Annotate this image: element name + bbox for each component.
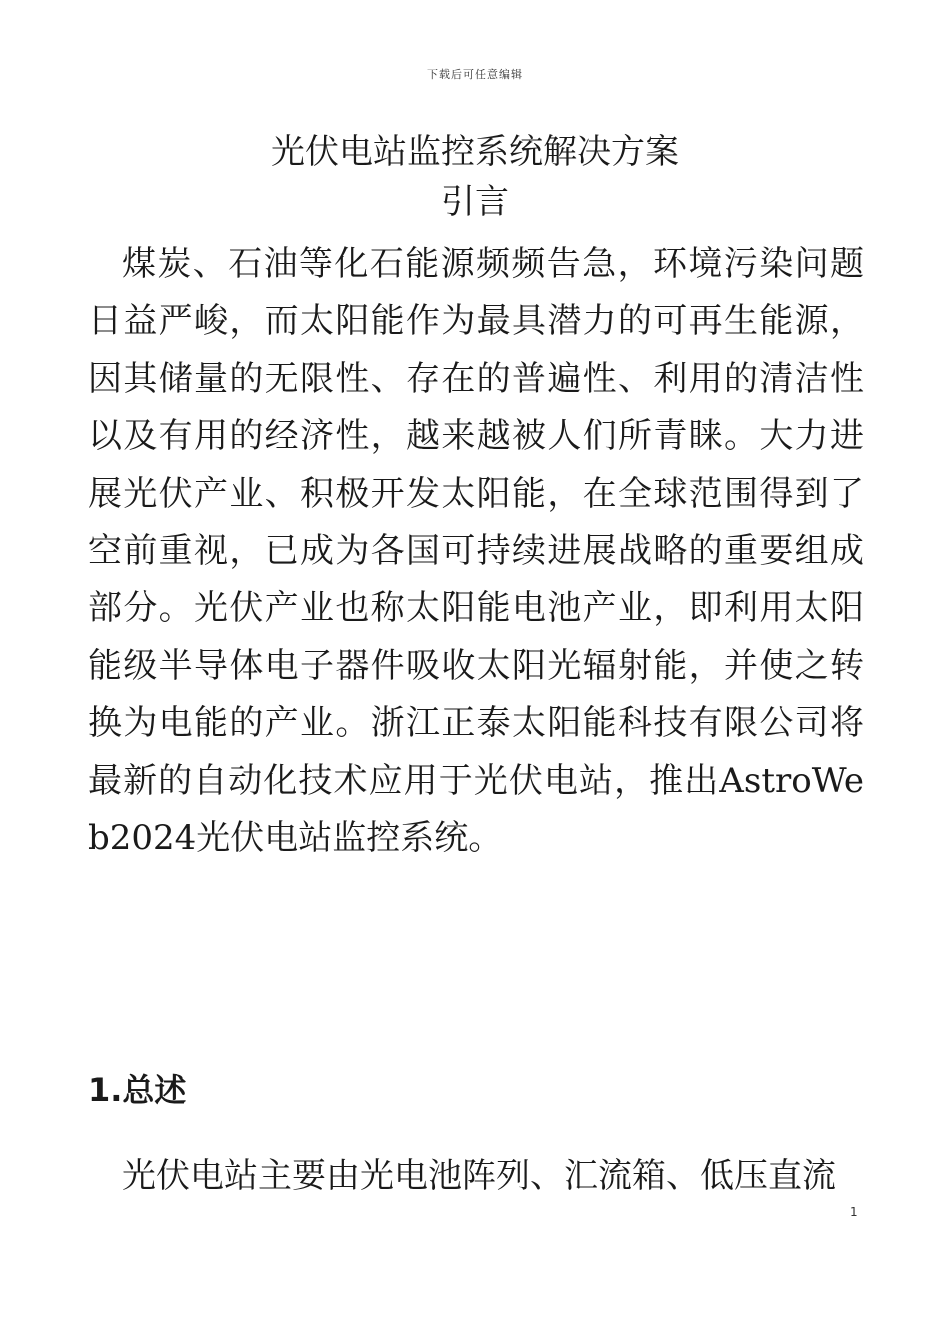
intro-paragraph: 煤炭、石油等化石能源频频告急，环境污染问题日益严峻，而太阳能作为最具潜力的可再生能源，因其储量的无限性、存在的普遍性、利用的清洁性以及有用的经济性，越来越被人们所青睐。大力进展光伏产业、积极开发太阳能，在全球范围得到了空前重视，已成为各国可持续进展战略的重要组成部分。光伏产业也称太阳能电池产业，即利用太阳能级半导体电子器件吸收太阳光辐射能，并使之转换为电能的产业。浙江正泰太阳能科技有限公司将最新的自动化技术应用于光伏电站，推出AstroWeb2024光伏电站监控系统。: [88, 244, 864, 859]
section-heading-overview: 1.总述: [88, 1071, 187, 1109]
section-title-introduction: 引言: [441, 182, 509, 222]
section-body-paragraph: 光伏电站主要由光电池阵列、汇流箱、低压直流: [122, 1156, 836, 1196]
document-title: 光伏电站监控系统解决方案: [271, 132, 679, 172]
header-note: 下载后可任意编辑: [427, 68, 523, 81]
page-number: 1: [850, 1205, 858, 1219]
